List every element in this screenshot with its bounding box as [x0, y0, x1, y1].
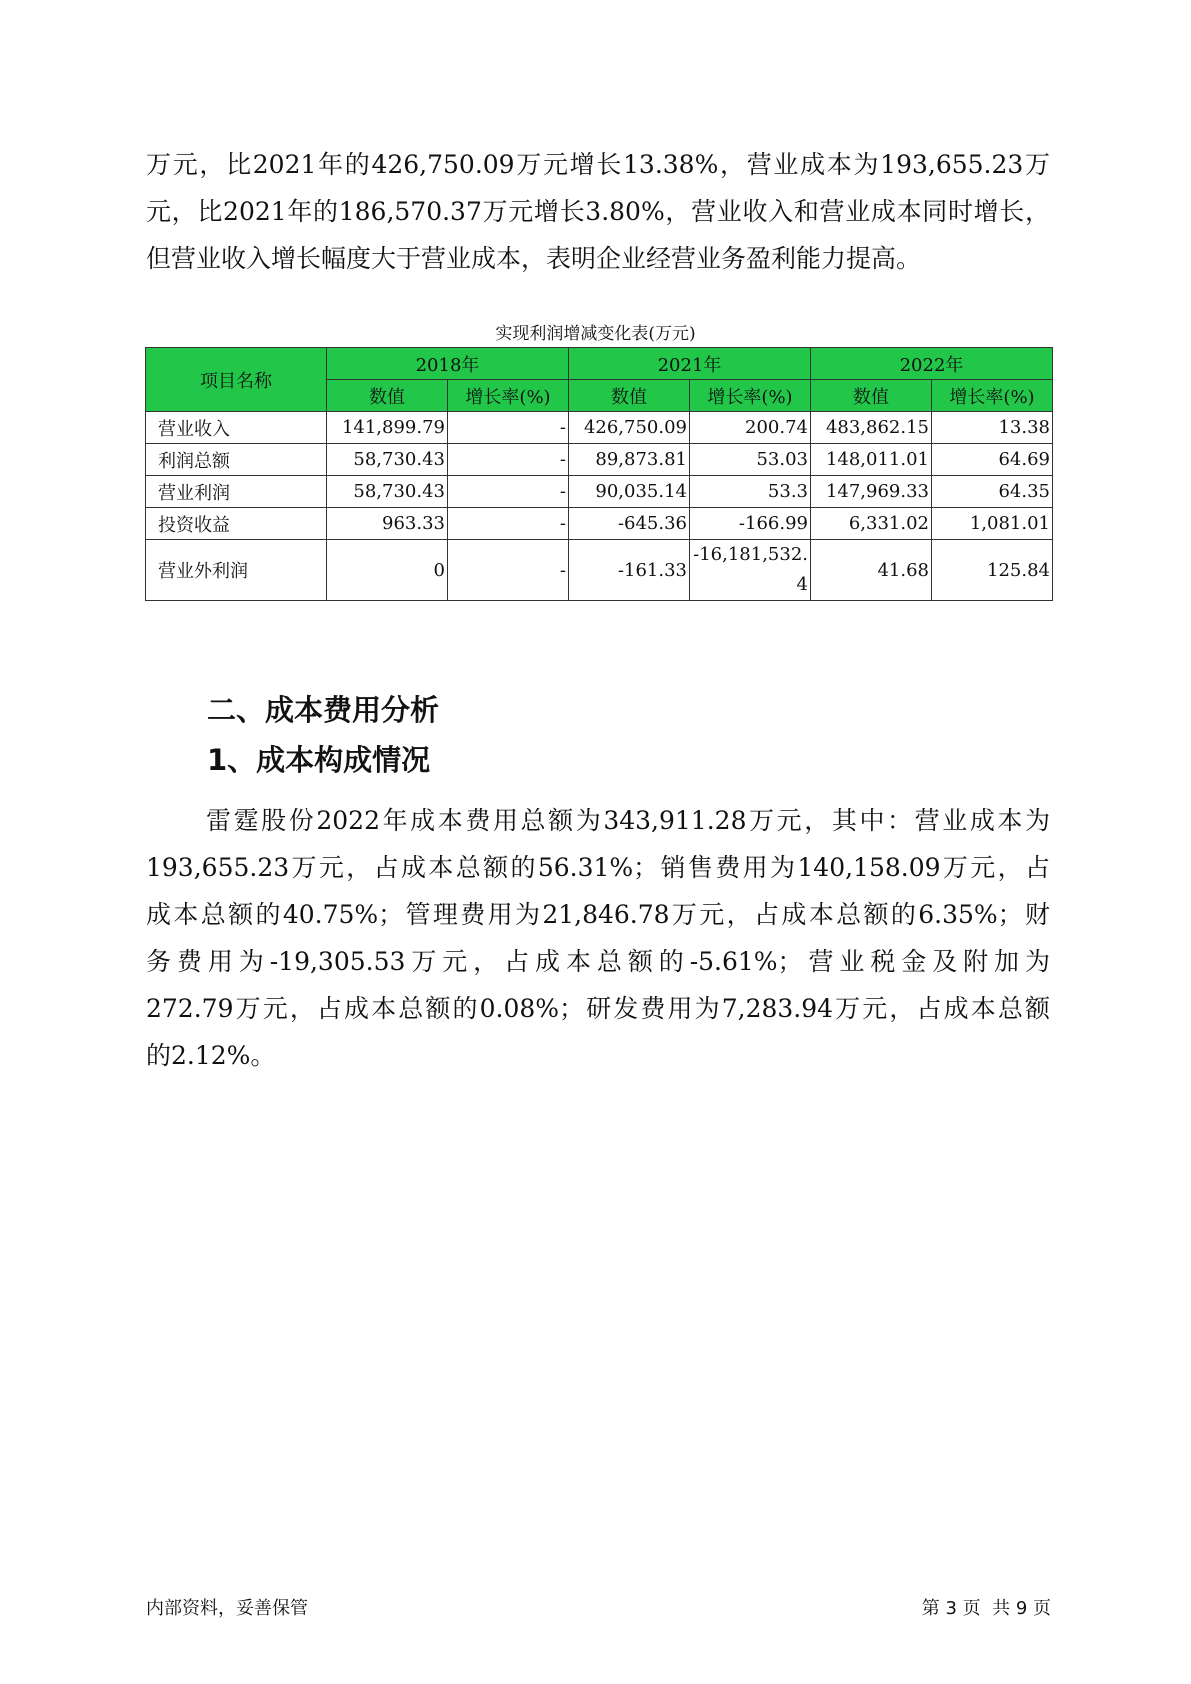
growth-header: 增长率(%) [932, 380, 1053, 412]
intro-paragraph [146, 141, 1050, 282]
table-header-row [146, 348, 1053, 380]
table-cell: 90,035.14 [569, 476, 690, 508]
paragraph-line: 万元，比2021年的426,750.09万元增长13.38%，营业成本为193,655.23万 [146, 150, 1050, 179]
section-heading: 二、成本费用分析 [207, 693, 440, 727]
table-cell: 963.33 [327, 508, 448, 540]
cost-paragraph [146, 797, 1050, 1079]
table-cell: 13.38 [932, 412, 1053, 444]
table-cell: 53.3 [690, 476, 811, 508]
table-cell: - [448, 476, 569, 508]
paragraph-line: 但营业收入增长幅度大于营业成本，表明企业经营业务盈利能力提高。 [146, 244, 922, 273]
row-label: 营业收入 [146, 412, 327, 444]
item-name-header: 项目名称 [146, 348, 327, 412]
table-cell: 58,730.43 [327, 476, 448, 508]
year-header: 2022年 [811, 348, 1053, 380]
table-cell: 64.69 [932, 444, 1053, 476]
table-cell: 147,969.33 [811, 476, 932, 508]
table-row [146, 444, 1053, 476]
table-cell: 6,331.02 [811, 508, 932, 540]
value-header: 数值 [569, 380, 690, 412]
table-cell: 41.68 [811, 540, 932, 601]
value-header: 数值 [327, 380, 448, 412]
table-row [146, 412, 1053, 444]
profit-change-table [145, 347, 1053, 601]
table-cell: 125.84 [932, 540, 1053, 601]
table-cell: 148,011.01 [811, 444, 932, 476]
row-label: 投资收益 [146, 508, 327, 540]
value-header: 数值 [811, 380, 932, 412]
paragraph-line: 雷霆股份2022年成本费用总额为343,911.28万元，其中：营业成本为 [206, 806, 1050, 835]
table-cell: 64.35 [932, 476, 1053, 508]
paragraph-line: 成本总额的40.75%；管理费用为21,846.78万元，占成本总额的6.35%；财 [146, 900, 1050, 929]
table-cell: 483,862.15 [811, 412, 932, 444]
table-cell: 53.03 [690, 444, 811, 476]
table-row [146, 540, 1053, 601]
table-cell: - [448, 508, 569, 540]
table-cell: 58,730.43 [327, 444, 448, 476]
row-label: 利润总额 [146, 444, 327, 476]
table-row [146, 476, 1053, 508]
table-cell: - [448, 540, 569, 601]
paragraph-line: 272.79万元，占成本总额的0.08%；研发费用为7,283.94万元，占成本总额 [146, 994, 1050, 1023]
table-cell: -161.33 [569, 540, 690, 601]
table-cell: 0 [327, 540, 448, 601]
table-cell: - [448, 412, 569, 444]
row-label: 营业利润 [146, 476, 327, 508]
table-caption: 实现利润增减变化表(万元) [495, 324, 696, 344]
table-cell: 1,081.01 [932, 508, 1053, 540]
year-header: 2021年 [569, 348, 811, 380]
table-cell: 426,750.09 [569, 412, 690, 444]
table-row [146, 508, 1053, 540]
table-cell: -645.36 [569, 508, 690, 540]
footer-left: 内部资料，妥善保管 [146, 1598, 308, 1619]
paragraph-line: 193,655.23万元，占成本总额的56.31%；销售费用为140,158.09万元，占 [146, 853, 1050, 882]
table-cell: 141,899.79 [327, 412, 448, 444]
table-cell: 200.74 [690, 412, 811, 444]
growth-header: 增长率(%) [448, 380, 569, 412]
table-cell: - [448, 444, 569, 476]
subsection-heading: 1、成本构成情况 [207, 743, 431, 777]
page-number: 第 3 页 共 9 页 [921, 1598, 1051, 1619]
table-cell: -16,181,532.4 [690, 540, 811, 601]
paragraph-line: 元，比2021年的186,570.37万元增长3.80%，营业收入和营业成本同时增长， [146, 197, 1050, 226]
row-label: 营业外利润 [146, 540, 327, 601]
paragraph-line: 务费用为-19,305.53万元，占成本总额的-5.61%；营业税金及附加为 [146, 947, 1050, 976]
year-header: 2018年 [327, 348, 569, 380]
table-cell: -166.99 [690, 508, 811, 540]
growth-header: 增长率(%) [690, 380, 811, 412]
paragraph-line: 的2.12%。 [146, 1041, 276, 1070]
table-cell: 89,873.81 [569, 444, 690, 476]
